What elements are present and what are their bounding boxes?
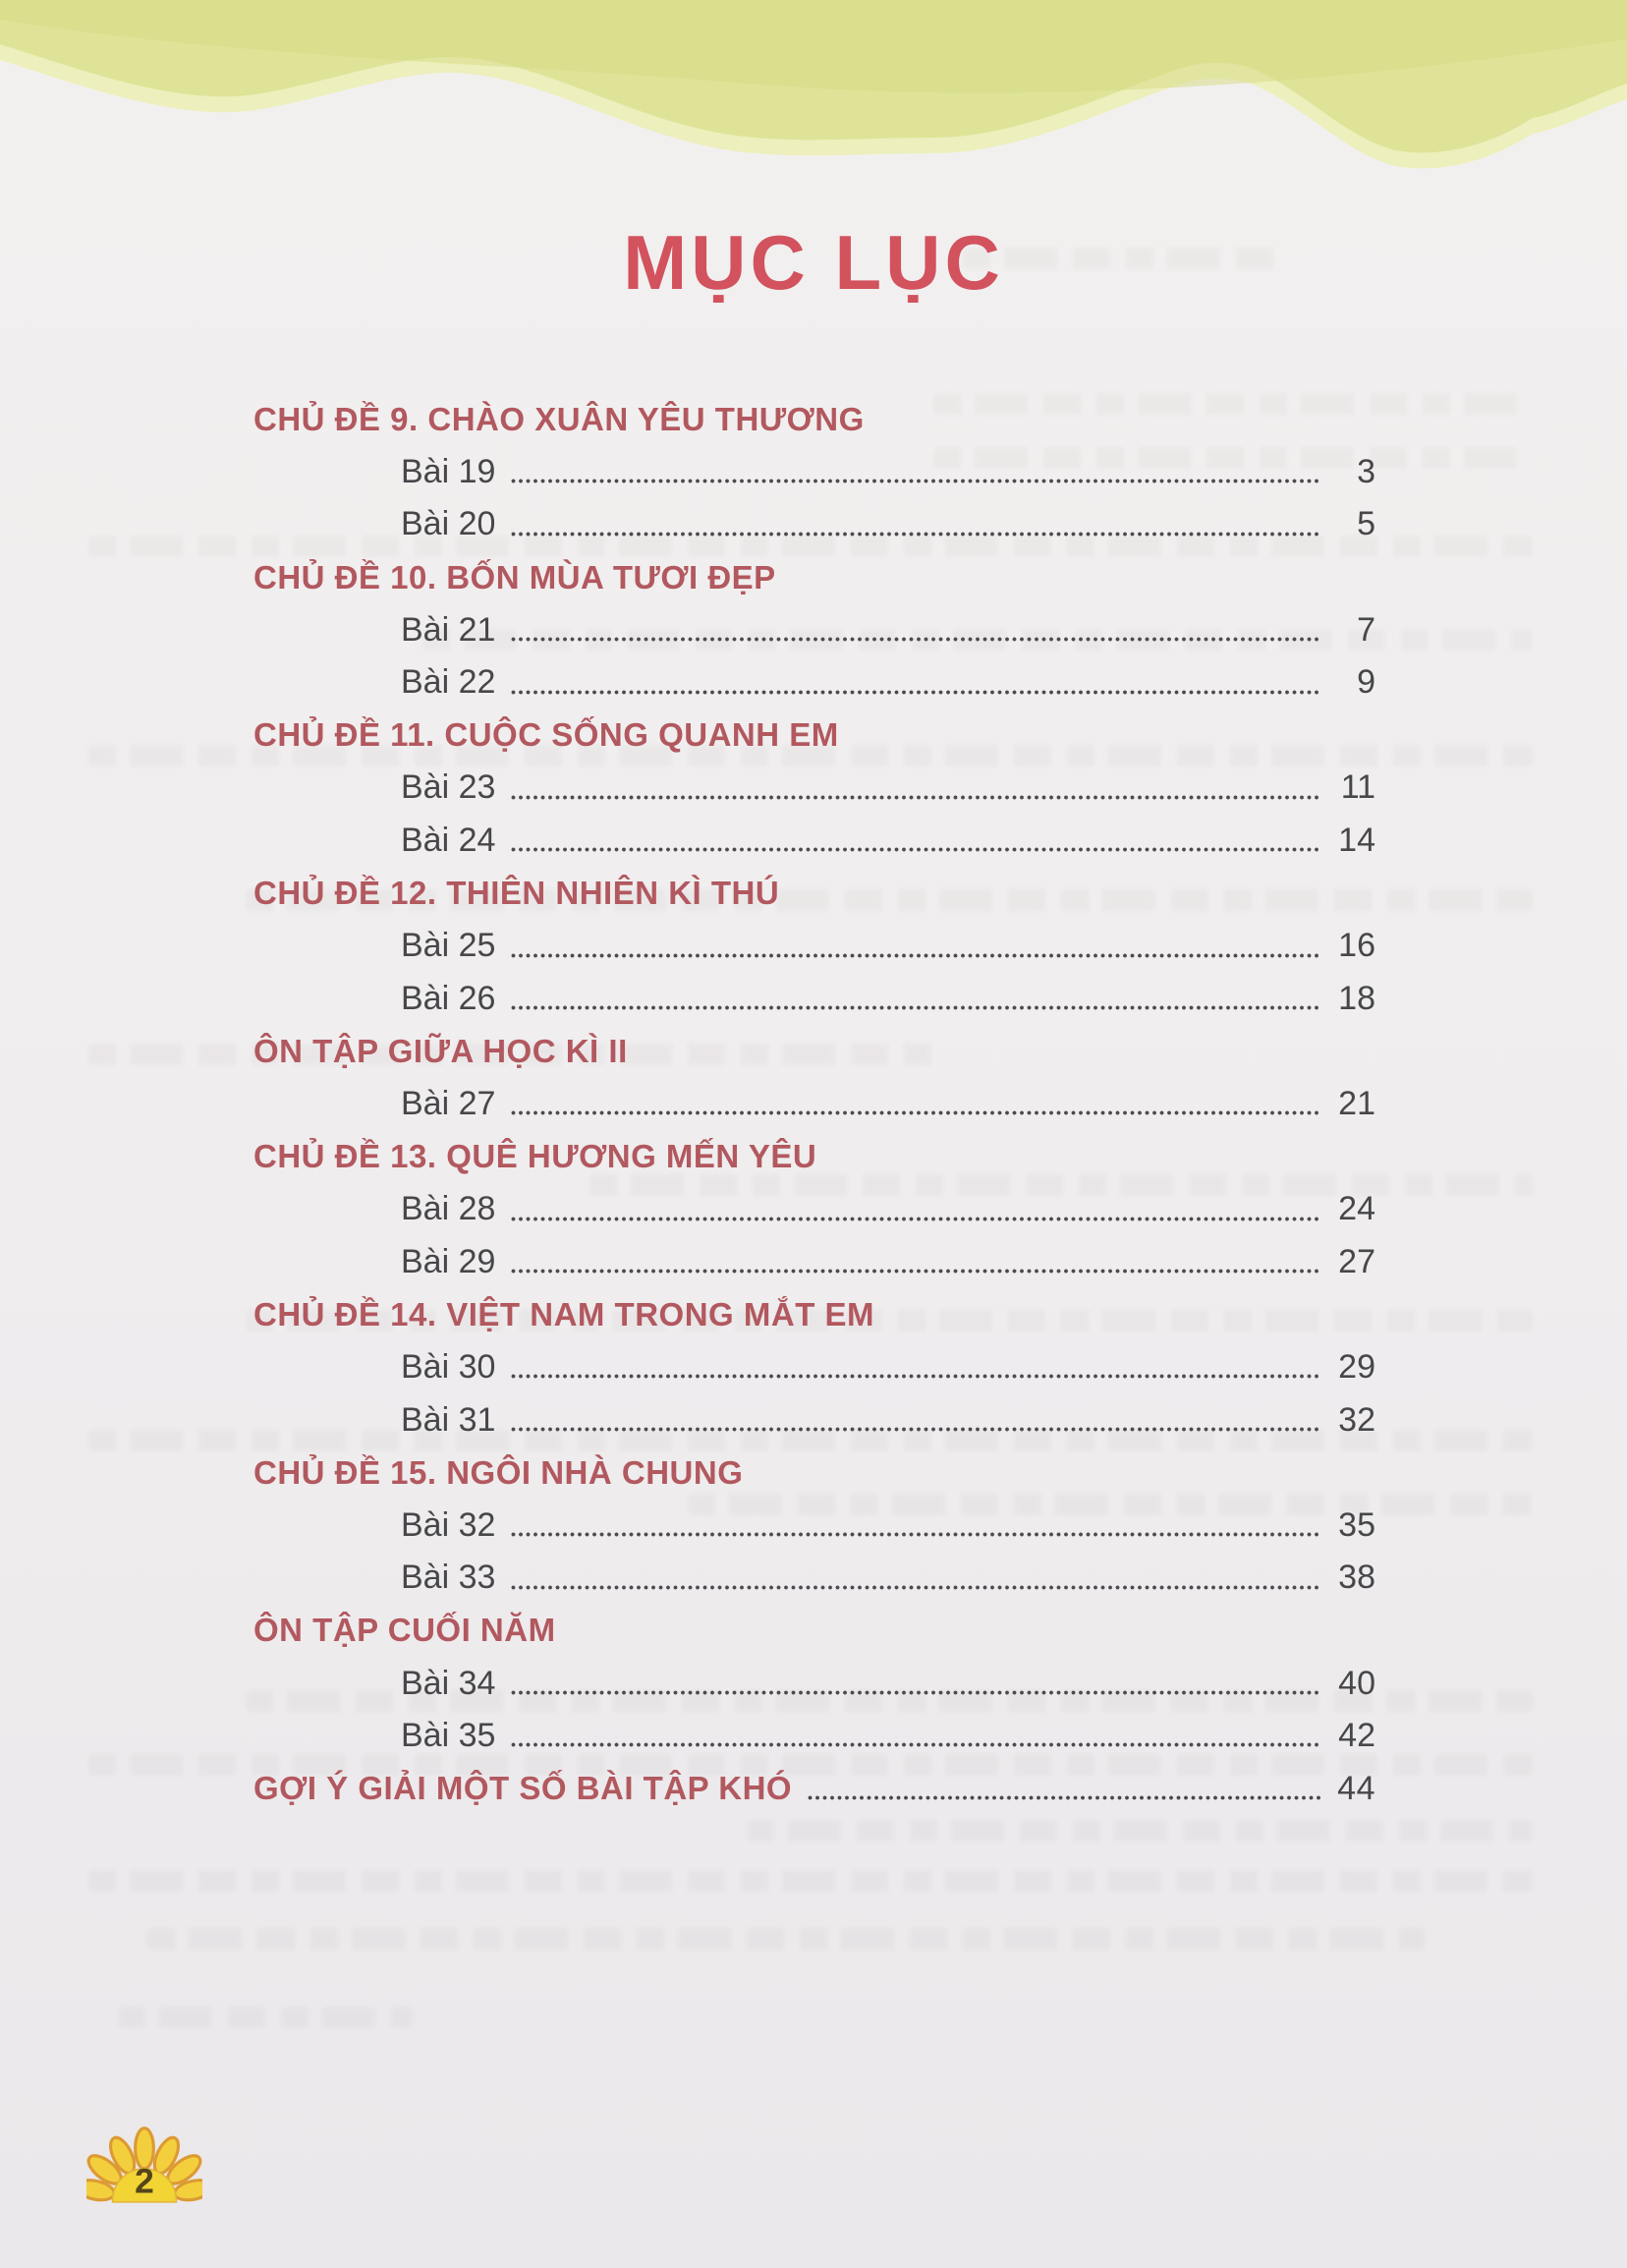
toc-entry-row [253,656,1375,709]
toc-entry-row [253,1710,1375,1763]
dotted-leader [511,795,1320,800]
toc-entry-row [253,1078,1375,1131]
toc-entry-row [253,815,1375,868]
dotted-leader [511,1585,1320,1590]
toc-section-title-row [253,1762,1375,1815]
dotted-leader [511,1005,1320,1010]
toc-entry-page: 11 [1340,768,1375,807]
toc-section-title-row [253,1605,1375,1658]
toc-entry-row [253,498,1375,551]
bleed-through-artifact [147,1928,1425,1950]
toc-section-page: 44 [1337,1769,1375,1807]
toc-entry-label: Bài 27 [401,1085,496,1123]
dotted-leader [511,637,1320,642]
toc-entry-row [253,920,1375,973]
toc-entry-row [253,446,1375,499]
toc-entry-page: 3 [1357,452,1375,490]
toc-entry-label: Bài 29 [401,1242,496,1280]
toc-entry-label: Bài 31 [401,1400,496,1439]
toc-entry-row [253,603,1375,656]
toc-entry-label: Bài 34 [401,1664,496,1702]
toc-section-title-row [253,551,1375,604]
toc-entry-page: 5 [1357,505,1375,543]
toc-entry-label: Bài 23 [401,768,496,807]
dotted-leader [511,847,1320,852]
toc-entry-row [253,1499,1375,1552]
toc-entry-page: 38 [1338,1559,1375,1597]
dotted-leader [511,1742,1320,1747]
footer-page-number: 2 [135,2161,154,2201]
toc-section-title: CHỦ ĐỀ 10. BỐN MÙA TƯƠI ĐẸP [253,558,776,595]
dotted-leader [511,1217,1320,1221]
toc-entry-page: 9 [1357,663,1375,702]
toc-entry-page: 7 [1357,610,1375,649]
toc-entry-label: Bài 21 [401,610,496,649]
toc-section-title-row [253,867,1375,920]
dotted-leader [511,953,1320,958]
toc-section-title-row [253,1130,1375,1183]
dotted-leader [511,690,1320,695]
sun-page-number-badge [86,2121,202,2211]
toc-entry-label: Bài 19 [401,452,496,490]
toc-entry-label: Bài 28 [401,1190,496,1228]
toc-entry-label: Bài 35 [401,1717,496,1755]
toc-entry-page: 35 [1338,1505,1375,1544]
toc-entry-page: 27 [1338,1242,1375,1280]
toc-entry-page: 14 [1338,822,1375,860]
toc-entry-label: Bài 33 [401,1559,496,1597]
toc-section-title-row [253,1288,1375,1341]
dotted-leader [511,1374,1320,1379]
dotted-leader [511,1427,1320,1432]
toc-entry-row [253,973,1375,1026]
toc-section-title: CHỦ ĐỀ 13. QUÊ HƯƠNG MẾN YÊU [253,1138,817,1175]
toc-entry-label: Bài 32 [401,1505,496,1544]
bleed-through-artifact [88,1870,1533,1892]
toc-entry-label: Bài 25 [401,927,496,965]
toc-entry-page: 16 [1338,927,1375,965]
toc-entry-row [253,1657,1375,1710]
toc-entry-label: Bài 26 [401,979,496,1017]
toc-entry-page: 40 [1338,1664,1375,1702]
dotted-leader [511,1269,1320,1274]
header-wave-decoration [0,0,1627,216]
toc-section-title-row [253,709,1375,763]
toc-section-title: GỢI Ý GIẢI MỘT SỐ BÀI TẬP KHÓ [253,1770,793,1807]
dotted-leader [511,1110,1320,1115]
dotted-leader [511,532,1320,537]
dotted-leader [511,1690,1320,1695]
toc-section-title: CHỦ ĐỀ 9. CHÀO XUÂN YÊU THƯƠNG [253,400,865,437]
toc-section-title: CHỦ ĐỀ 11. CUỘC SỐNG QUANH EM [253,716,839,754]
toc-entry-page: 29 [1338,1347,1375,1386]
toc-section-title: CHỦ ĐỀ 12. THIÊN NHIÊN KÌ THÚ [253,875,780,912]
toc-entry-row [253,1341,1375,1394]
toc-entry-row [253,762,1375,815]
toc-entry-page: 24 [1338,1190,1375,1228]
toc-entry-page: 32 [1338,1400,1375,1439]
toc-entry-row [253,1552,1375,1605]
toc-entry-label: Bài 22 [401,663,496,702]
toc-entry-label: Bài 20 [401,505,496,543]
toc-entry-row [253,1183,1375,1236]
bleed-through-artifact [747,1820,1533,1842]
toc-entry-page: 42 [1338,1717,1375,1755]
toc-section-title: ÔN TẬP CUỐI NĂM [253,1612,556,1649]
toc-section-title-row [253,393,1375,446]
toc-entry-label: Bài 24 [401,822,496,860]
dotted-leader [511,479,1320,483]
toc-section-title-row [253,1446,1375,1500]
toc-entry-row [253,1393,1375,1446]
dotted-leader [511,1532,1320,1537]
toc-entry-page: 21 [1338,1085,1375,1123]
toc-section-title: ÔN TẬP GIỮA HỌC KÌ II [253,1032,628,1069]
toc-entry-label: Bài 30 [401,1347,496,1386]
toc-entry-row [253,1236,1375,1289]
dotted-leader [808,1795,1320,1800]
toc-section-title: CHỦ ĐỀ 14. VIỆT NAM TRONG MẮT EM [253,1295,875,1332]
page-title: MỤC LỤC [623,219,1004,306]
toc-section-title-row [253,1025,1375,1078]
bleed-through-artifact [118,2007,413,2028]
toc [253,393,1375,1815]
toc-section-title: CHỦ ĐỀ 15. NGÔI NHÀ CHUNG [253,1453,744,1491]
toc-entry-page: 18 [1338,979,1375,1017]
